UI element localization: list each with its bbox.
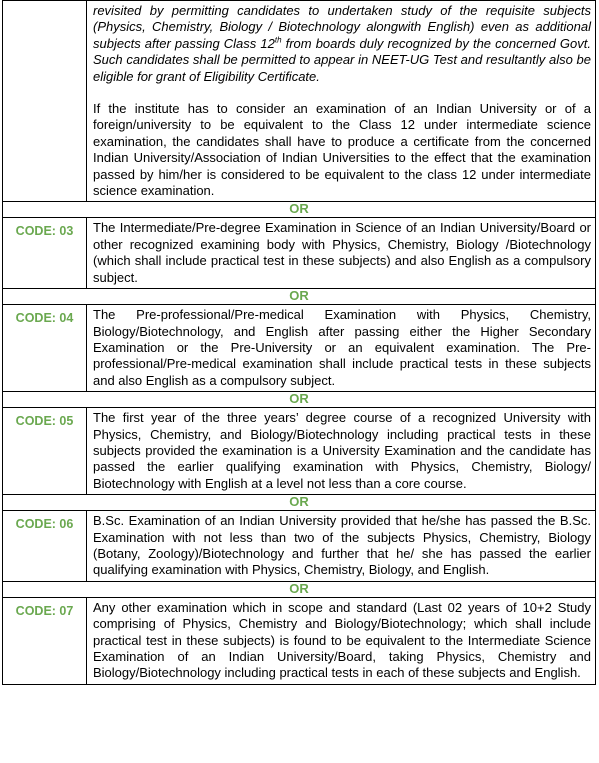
intro-row — [3, 1, 596, 202]
intro-italic-text-a: revisited by permitting candidates to undertaken study of the requisite subjects (Physics, Chemistry, Biology / Biotechnology alongwith English) even as additional subjects after passing Class 12 — [93, 3, 591, 51]
or-row — [3, 495, 596, 511]
code-label: CODE: 05 — [3, 408, 87, 495]
or-separator: OR — [3, 202, 596, 218]
intro-code-cell — [3, 1, 87, 202]
or-row — [3, 581, 596, 597]
intro-italic-text-b: from boards duly recognized by the concerned Govt. Such candidates shall be permitted to appear in NEET-UG Test and resultantly also be eligible for grant of Eligibility Certificate. — [93, 35, 591, 84]
code-description: The Pre-professional/Pre-medical Examination with Physics, Chemistry, Biology/Biotechnology, and English after passing either the Higher Secondary Examination or the Pre-University or an equivalent examination. The Pre-professional/Pre-medical examination shall include practical tests in these subjects and also English as a compulsory subject. — [87, 305, 596, 392]
code-description: The first year of the three years’ degree course of a recognized University with Physics, Chemistry, and Biology/Biotechnology including practical tests in these subjects provided the examination is a University Examination and the candidate has passed the earlier qualifying examination with Physics, Chemistry, Biology/ Biotechnology with English at a level not less than a core course. — [87, 408, 596, 495]
or-separator: OR — [3, 289, 596, 305]
or-separator: OR — [3, 581, 596, 597]
code-row — [3, 597, 596, 684]
code-description: Any other examination which in scope and standard (Last 02 years of 10+2 Study comprising of Physics, Chemistry and Biology/Biotechnology; which shall include practical test in these subjects) is found to be equivalent to the Intermediate Science Examination of an Indian University/Board, taking Physics, Chemistry and Biology/Biotechnology including practical tests in each of these subjects and English. — [87, 597, 596, 684]
or-row — [3, 202, 596, 218]
or-separator: OR — [3, 495, 596, 511]
code-row — [3, 511, 596, 582]
or-row — [3, 289, 596, 305]
code-description: B.Sc. Examination of an Indian University provided that he/she has passed the B.Sc. Examination with not less than two of the subjects Physics, Chemistry, Biology (Botany, Zoology)/Biotechnology and further that he/ she has passed the earlier qualifying examination with Physics, Chemistry, Biology, and English. — [87, 511, 596, 582]
or-row — [3, 392, 596, 408]
code-row — [3, 305, 596, 392]
code-label: CODE: 06 — [3, 511, 87, 582]
code-description: The Intermediate/Pre-degree Examination in Science of an Indian University/Board or other recognized examining body with Physics, Chemistry, Biology /Biotechnology (which shall include practical test in these subjects) and also English as a compulsory subject. — [87, 218, 596, 289]
code-label: CODE: 03 — [3, 218, 87, 289]
code-label: CODE: 04 — [3, 305, 87, 392]
code-label: CODE: 07 — [3, 597, 87, 684]
code-row — [3, 408, 596, 495]
intro-equivalence-paragraph: If the institute has to consider an examination of an Indian University or of a foreign/university to be equivalent to the Class 12 under intermediate science examination, the candidates shall have to produce a certificate from the concerned Indian University/Association of Indian Universities to the effect that the examination passed by him/her is considered to be equivalent to the class 12 under intermediate science examination. — [93, 101, 591, 199]
intro-italic-paragraph — [93, 3, 591, 85]
intro-italic-sup: th — [274, 35, 282, 45]
intro-desc-cell — [87, 1, 596, 202]
or-separator: OR — [3, 392, 596, 408]
eligibility-table — [2, 0, 596, 685]
code-row — [3, 218, 596, 289]
